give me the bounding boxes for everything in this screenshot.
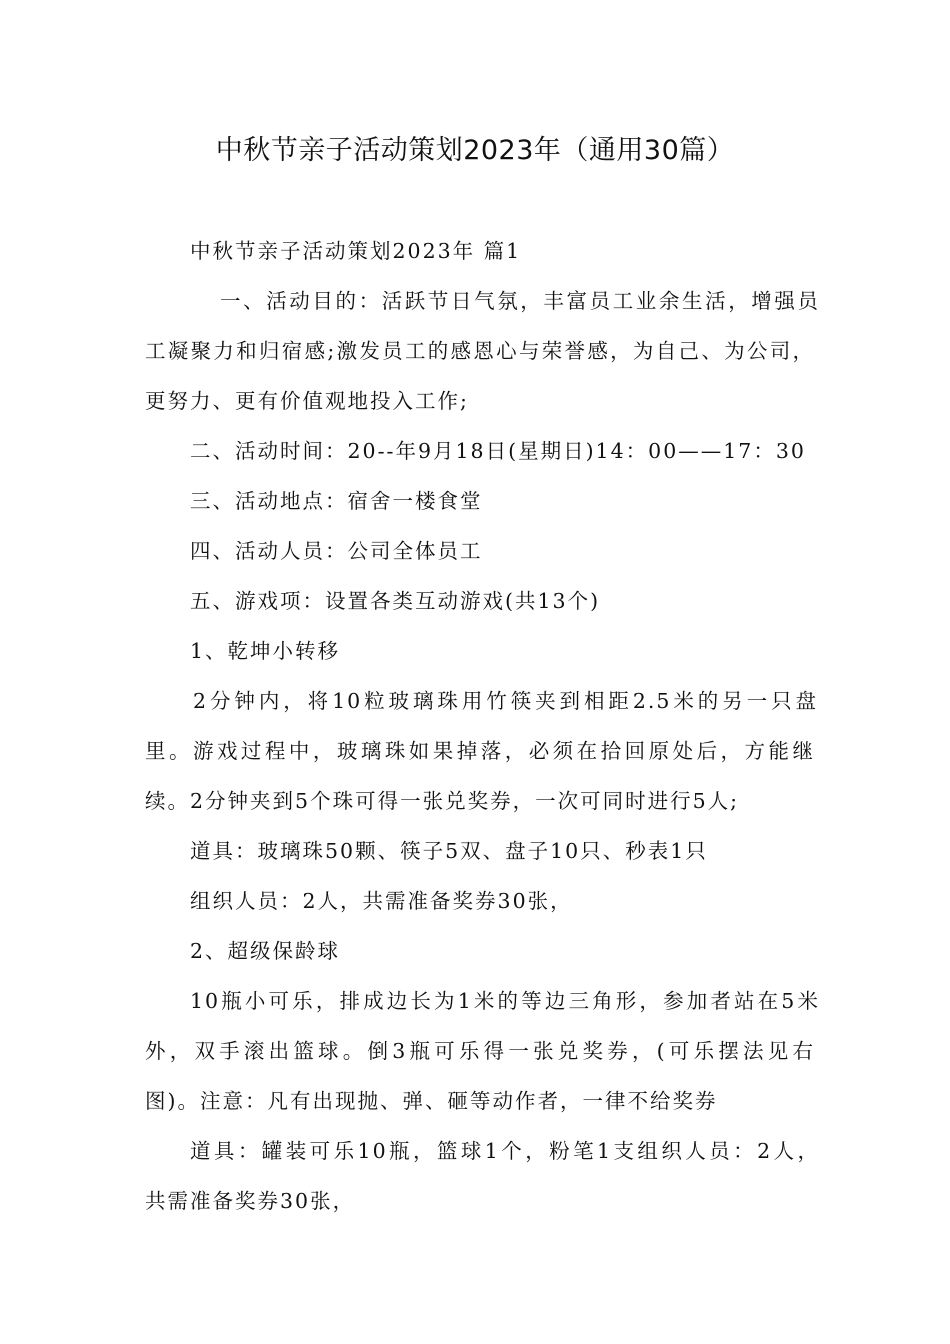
paragraph-line: 10瓶小可乐，排成边长为1米的等边三角形，参加者站在5米 bbox=[190, 989, 820, 1013]
document-title: 中秋节亲子活动策划2023年（通用30篇） bbox=[215, 135, 735, 166]
paragraph-line: 工凝聚力和归宿感;激发员工的感恩心与荣誉感，为自己、为公司， bbox=[145, 339, 815, 363]
game-title: 1、乾坤小转移 bbox=[190, 639, 341, 663]
paragraph-line: 外，双手滚出篮球。倒3瓶可乐得一张兑奖券，(可乐摆法见右 bbox=[145, 1039, 815, 1063]
paragraph-line: 里。游戏过程中，玻璃珠如果掉落，必须在拾回原处后，方能继 bbox=[145, 739, 815, 763]
section-heading: 中秋节亲子活动策划2023年 篇1 bbox=[190, 239, 522, 263]
paragraph-line: 更努力、更有价值观地投入工作; bbox=[145, 389, 469, 413]
paragraph-line: 共需准备奖券30张， bbox=[145, 1189, 356, 1213]
paragraph-line: 道具：玻璃珠50颗、筷子5双、盘子10只、秒表1只 bbox=[190, 839, 708, 863]
paragraph-line: 五、游戏项：设置各类互动游戏(共13个) bbox=[190, 589, 601, 613]
paragraph-line: 续。2分钟夹到5个珠可得一张兑奖券，一次可同时进行5人; bbox=[145, 789, 740, 813]
paragraph-line: 道具：罐装可乐10瓶，篮球1个，粉笔1支组织人员：2人， bbox=[190, 1139, 820, 1163]
paragraph-line: 三、活动地点：宿舍一楼食堂 bbox=[190, 489, 483, 513]
game-title: 2、超级保龄球 bbox=[190, 939, 341, 963]
paragraph-line: 四、活动人员：公司全体员工 bbox=[190, 539, 483, 563]
paragraph-line: 二、活动时间：20--年9月18日(星期日)14：00——17：30 bbox=[190, 439, 806, 463]
paragraph-line: 组织人员：2人，共需准备奖券30张， bbox=[190, 889, 573, 913]
paragraph-line: 图)。注意：凡有出现抛、弹、砸等动作者，一律不给奖券 bbox=[145, 1089, 718, 1113]
paragraph-line: 一、活动目的：活跃节日气氛，丰富员工业余生活，增强员 bbox=[220, 289, 820, 313]
paragraph-line: 2分钟内，将10粒玻璃珠用竹筷夹到相距2.5米的另一只盘 bbox=[193, 689, 818, 713]
